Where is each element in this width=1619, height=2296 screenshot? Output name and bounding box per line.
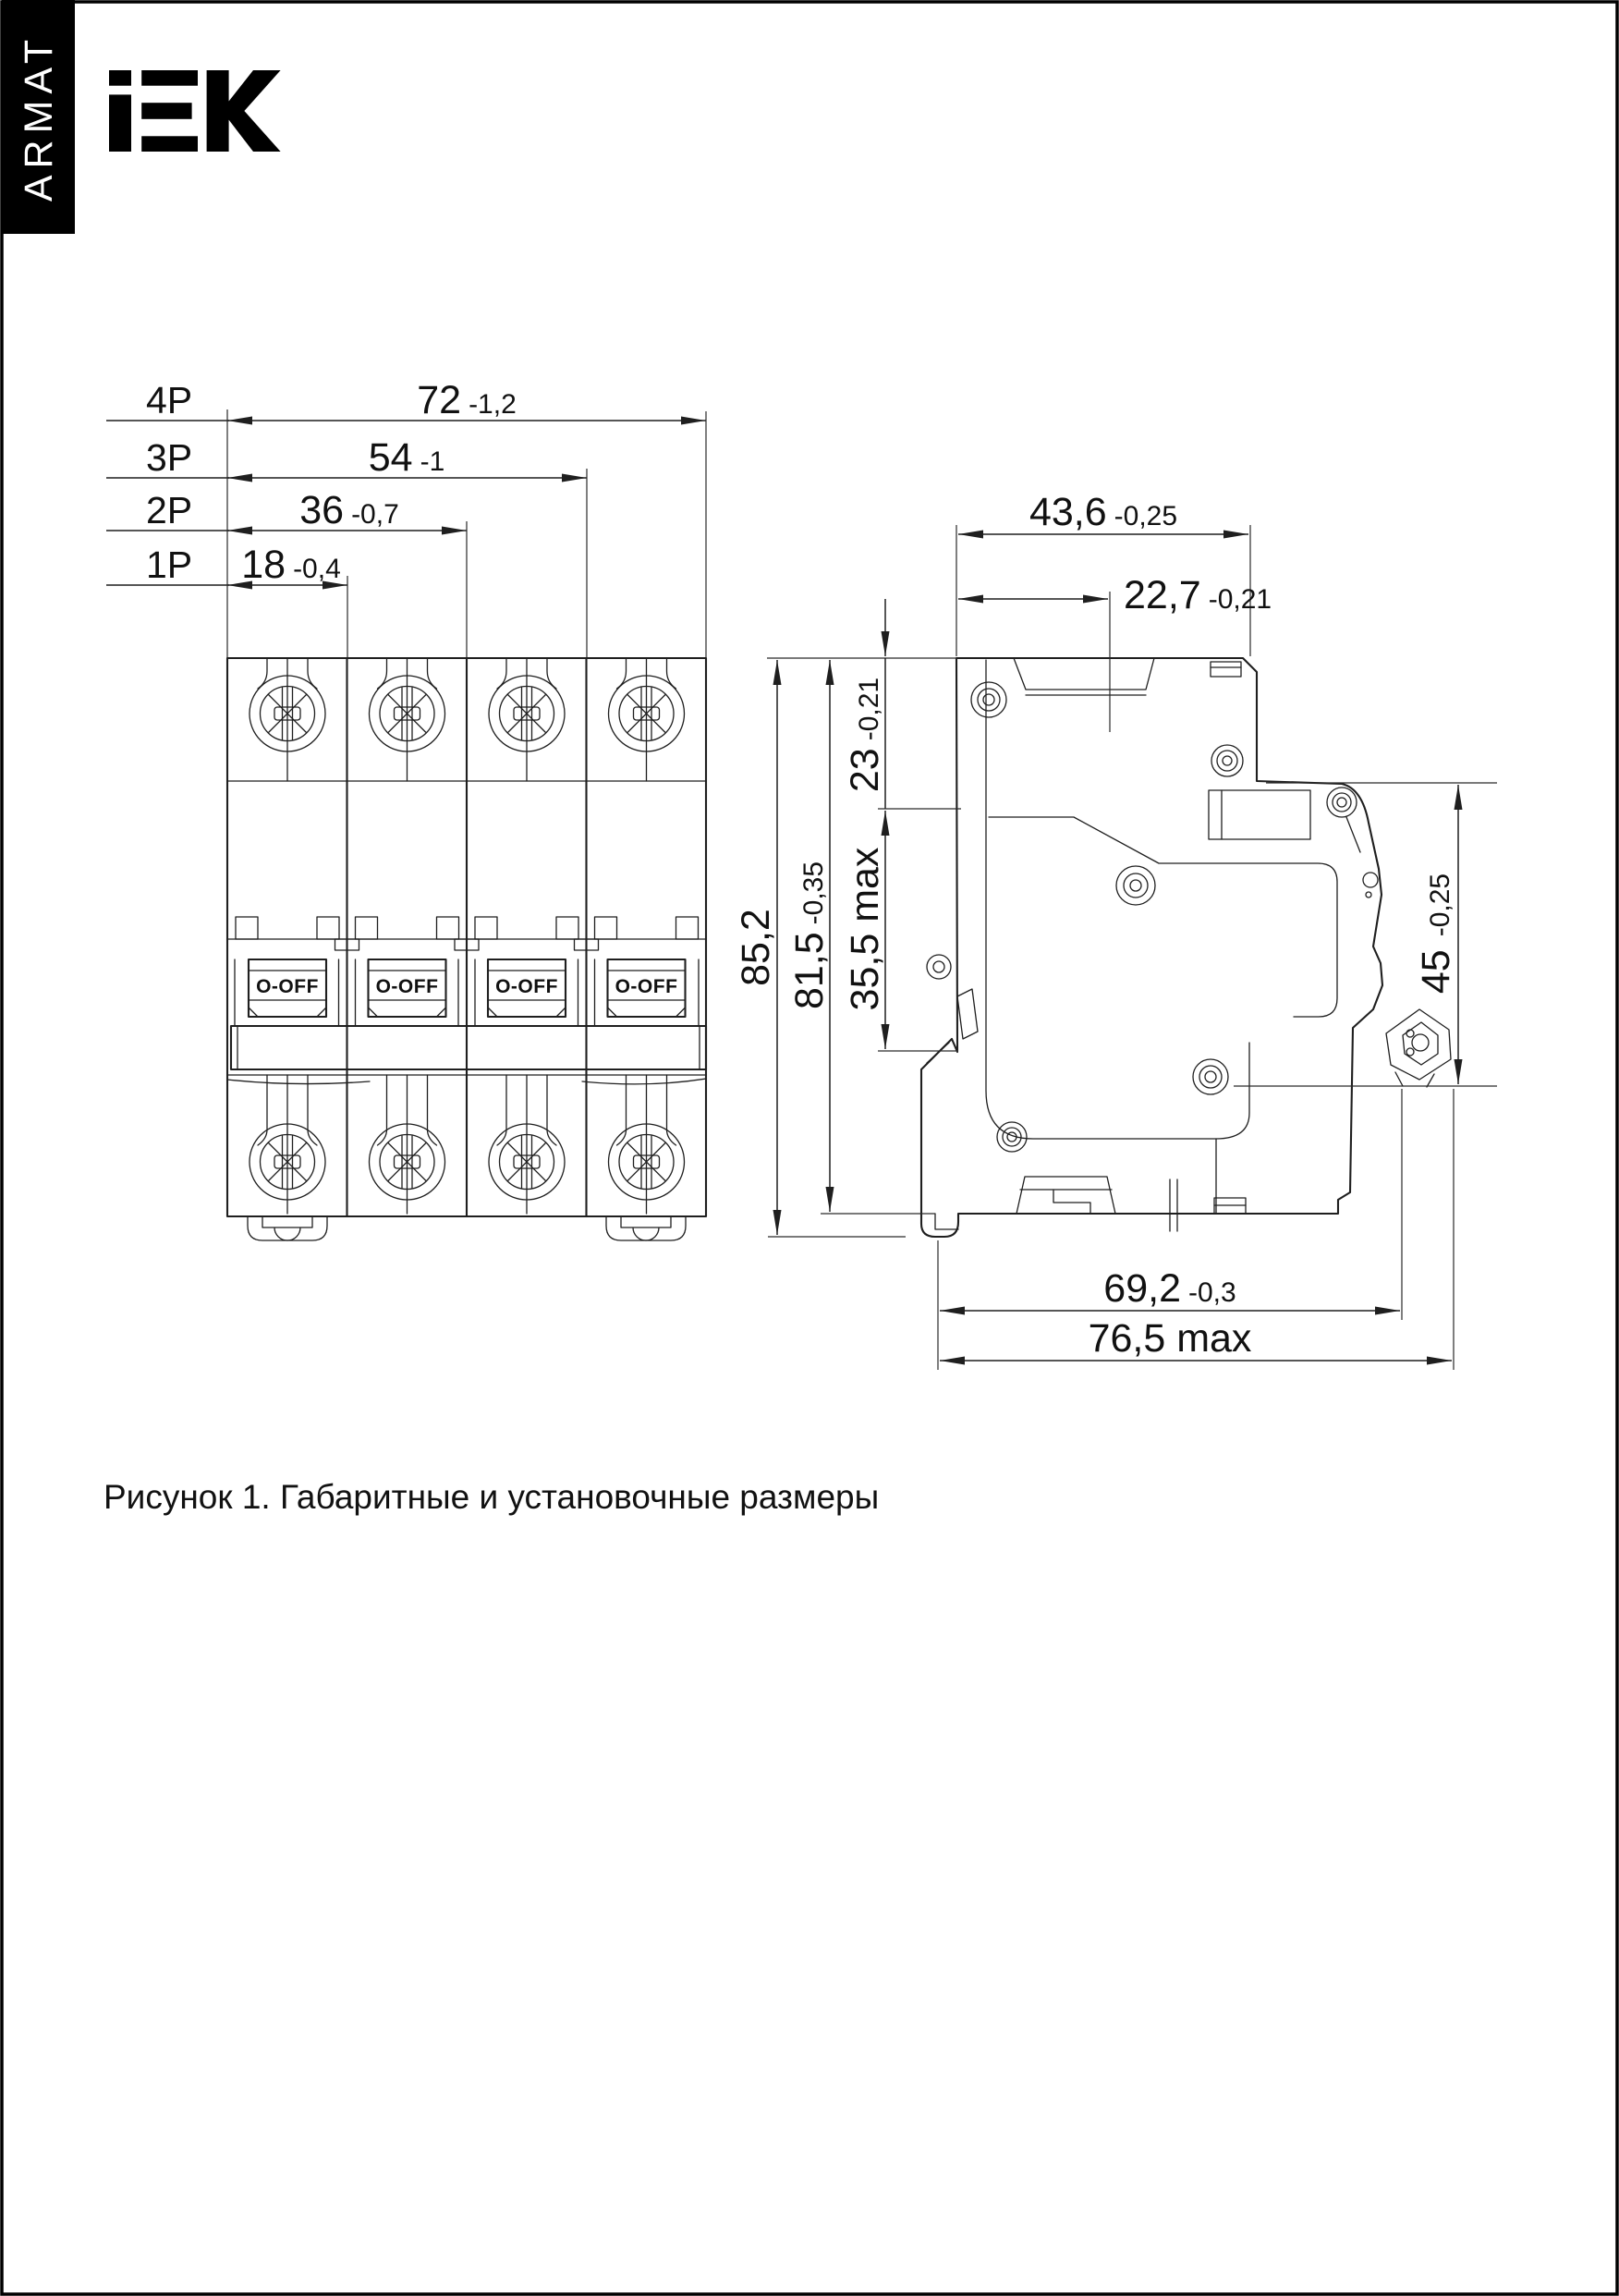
svg-text:85,2: 85,2	[734, 909, 778, 986]
din-clip-left	[248, 1216, 327, 1240]
rivets	[927, 682, 1378, 1152]
pole-dim-row-2p	[106, 488, 467, 532]
toggle-label: O-OFF	[495, 976, 558, 997]
pole-dim-row-4p	[106, 378, 706, 422]
front-extension-lines	[227, 409, 706, 658]
pole-label-2p: 2P	[146, 489, 193, 531]
toggle-label: O-OFF	[256, 976, 319, 997]
dim-width-4p: 72 -1,2	[417, 378, 517, 422]
svg-text:81,5-0,35: 81,5-0,35	[787, 861, 832, 1010]
pole-label-1p: 1P	[146, 543, 193, 586]
toggle-handle-4	[608, 959, 686, 1017]
pole-dim-row-3p	[106, 435, 587, 480]
pole-label-4p: 4P	[146, 379, 193, 421]
page-border	[2, 2, 1617, 2294]
terminal-screw-top-2	[370, 658, 445, 781]
rivet-2	[1211, 745, 1243, 776]
dim-depth-max	[940, 1089, 1454, 1370]
rivet-5	[1193, 1059, 1228, 1094]
side-label-plate	[1209, 790, 1310, 839]
svg-text:43,6-0,25: 43,6 -0,25	[1029, 490, 1178, 534]
rear-screw-tab	[1386, 1009, 1451, 1087]
terminal-screw-top-3	[489, 658, 565, 781]
iek-logo	[109, 70, 281, 152]
svg-text:76,5 max: 76,5 max	[1088, 1316, 1252, 1361]
terminal-screw-bottom-2	[370, 1075, 445, 1214]
dim-top-to-pivot	[843, 599, 887, 809]
din-slider	[1016, 1177, 1246, 1231]
toggle-handle-1	[249, 959, 326, 1017]
terminal-screw-bottom-4	[609, 1075, 685, 1214]
toggle-handle-3	[488, 959, 566, 1017]
dim-width-1p: 18 -0,4	[241, 543, 341, 587]
front-view	[106, 378, 706, 1240]
pole-label-3p: 3P	[146, 436, 193, 479]
terminal-screw-top-1	[250, 658, 325, 781]
rivet-1	[971, 682, 1006, 717]
dim-lever-travel	[843, 809, 961, 1051]
terminal-screw-top-4	[609, 658, 685, 781]
toggle-pivot	[927, 955, 951, 979]
breaker-body-side	[921, 658, 1382, 1237]
tie-bar	[231, 1026, 706, 1069]
dim-width-2p: 36 -0,7	[299, 488, 399, 532]
iek-logo-letter-k	[207, 70, 281, 152]
svg-text:23-0,21: 23-0,21	[843, 677, 887, 793]
terminal-screw-bottom-3	[489, 1075, 565, 1214]
rivet-6	[997, 1122, 1027, 1152]
rivet-4	[1116, 866, 1155, 905]
terminal-screw-bottom-1	[250, 1075, 325, 1214]
iek-logo-letter-i	[109, 94, 131, 152]
toggle-handle-2	[369, 959, 446, 1017]
svg-text:22,7-0,21: 22,7 -0,21	[1124, 573, 1272, 617]
iek-logo-letter-i-dot	[109, 70, 131, 86]
armat-banner	[2, 0, 75, 234]
rivet-3	[1327, 788, 1357, 817]
catch-detail	[1363, 873, 1378, 898]
iek-logo-letter-e	[141, 70, 198, 152]
svg-text:35,5 max: 35,5 max	[843, 847, 887, 1011]
brand-vertical-text: ARMAT	[17, 32, 61, 202]
side-view	[734, 490, 1497, 1370]
side-internal-lines	[927, 658, 1360, 1229]
toggle-label: O-OFF	[375, 976, 439, 997]
dim-width-3p: 54 -1	[368, 435, 445, 480]
svg-text:45-0,25: 45-0,25	[1414, 873, 1458, 995]
dim-depth-handle	[958, 573, 1272, 732]
svg-text:69,2-0,3: 69,2 -0,3	[1103, 1266, 1236, 1311]
dim-depth-top	[956, 490, 1250, 656]
dim-din-width	[1234, 783, 1497, 1086]
toggle-label: O-OFF	[615, 976, 678, 997]
figure-caption: Рисунок 1. Габаритные и установочные размеры	[103, 1478, 880, 1516]
din-clip-right	[606, 1216, 686, 1240]
front-lock-tab	[957, 989, 978, 1039]
